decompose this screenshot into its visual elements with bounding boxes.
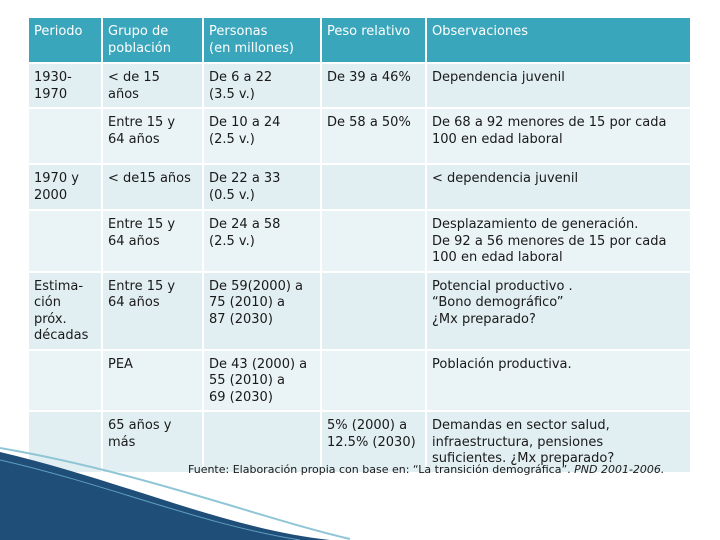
cell-observaciones: Desplazamiento de generación. De 92 a 56 menores de 15 por cada 100 en edad laboral xyxy=(426,210,691,272)
header-observaciones: Observaciones xyxy=(426,18,691,63)
decorative-swoosh xyxy=(0,440,720,540)
cell-periodo xyxy=(29,210,102,272)
cell-grupo: < de 15 años xyxy=(102,63,203,108)
table-header-row xyxy=(29,18,691,63)
cell-peso: 5% (2000) a 12.5% (2030) xyxy=(321,411,426,473)
cell-grupo: < de15 años xyxy=(102,164,203,210)
cell-observaciones: De 68 a 92 menores de 15 por cada 100 en edad laboral xyxy=(426,108,691,164)
cell-peso: De 58 a 50% xyxy=(321,108,426,164)
cell-personas: De 22 a 33 (0.5 v.) xyxy=(203,164,321,210)
cell-periodo: 1970 y 2000 xyxy=(29,164,102,210)
cell-observaciones: Población productiva. xyxy=(426,350,691,412)
cell-peso xyxy=(321,164,426,210)
table-row xyxy=(29,164,691,210)
header-personas: Personas (en millones) xyxy=(203,18,321,63)
source-italic: PND 2001-2006. xyxy=(574,463,665,476)
cell-periodo: 1930- 1970 xyxy=(29,63,102,108)
cell-periodo: Estima- ción próx. décadas xyxy=(29,272,102,350)
cell-periodo xyxy=(29,108,102,164)
cell-personas: De 24 a 58 (2.5 v.) xyxy=(203,210,321,272)
cell-personas: De 6 a 22 (3.5 v.) xyxy=(203,63,321,108)
cell-grupo: Entre 15 y 64 años xyxy=(102,108,203,164)
cell-grupo: PEA xyxy=(102,350,203,412)
table-row xyxy=(29,350,691,412)
cell-personas: De 43 (2000) a 55 (2010) a 69 (2030) xyxy=(203,350,321,412)
source-text: Fuente: Elaboración propia con base en: “La transición demográfica”. xyxy=(188,463,571,476)
table-row xyxy=(29,63,691,108)
header-peso: Peso relativo xyxy=(321,18,426,63)
cell-personas: De 59(2000) a 75 (2010) a 87 (2030) xyxy=(203,272,321,350)
cell-peso xyxy=(321,350,426,412)
cell-observaciones: Potencial productivo . “Bono demográfico” ¿Mx preparado? xyxy=(426,272,691,350)
cell-periodo xyxy=(29,350,102,412)
table-row xyxy=(29,108,691,164)
cell-grupo: Entre 15 y 64 años xyxy=(102,210,203,272)
header-grupo: Grupo de población xyxy=(102,18,203,63)
cell-observaciones: < dependencia juvenil xyxy=(426,164,691,210)
cell-peso xyxy=(321,210,426,272)
source-note xyxy=(188,462,688,477)
table-row xyxy=(29,272,691,350)
cell-observaciones: Dependencia juvenil xyxy=(426,63,691,108)
demographic-transition-table xyxy=(29,18,692,474)
cell-grupo: Entre 15 y 64 años xyxy=(102,272,203,350)
cell-peso xyxy=(321,272,426,350)
cell-personas: De 10 a 24 (2.5 v.) xyxy=(203,108,321,164)
cell-grupo: 65 años y más xyxy=(102,411,203,473)
header-periodo: Periodo xyxy=(29,18,102,63)
cell-observaciones: Demandas en sector salud, infraestructura, pensiones suficientes. ¿Mx preparado? xyxy=(426,411,691,473)
table-row xyxy=(29,210,691,272)
cell-peso: De 39 a 46% xyxy=(321,63,426,108)
